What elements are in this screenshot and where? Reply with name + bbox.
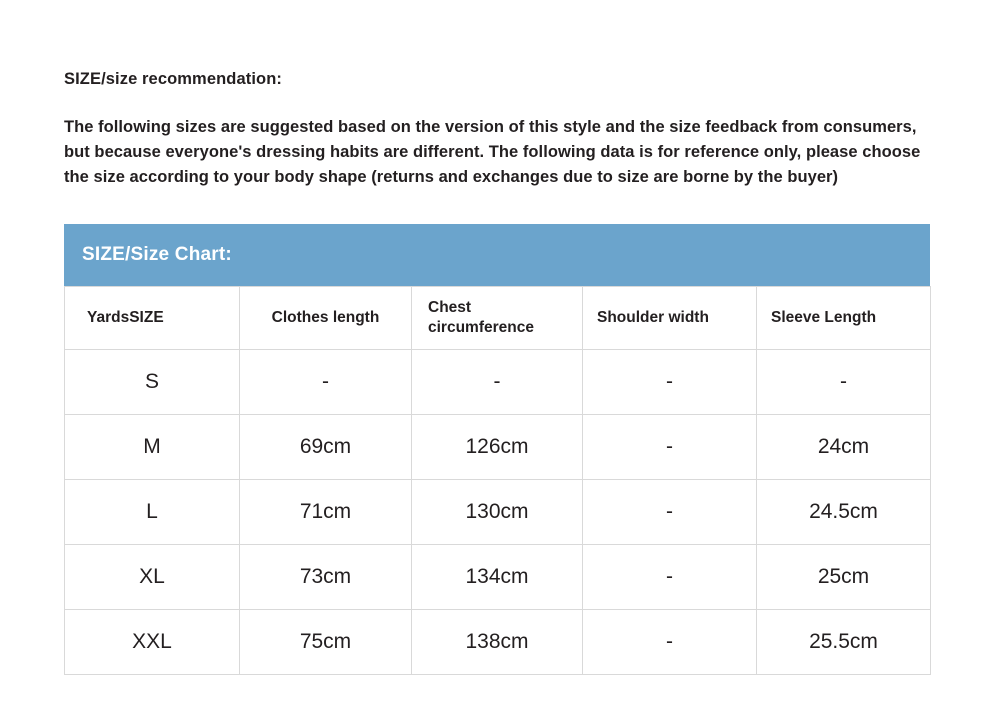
cell-sleeve-length: 25.5cm — [757, 610, 931, 675]
cell-shoulder-width: - — [583, 610, 757, 675]
cell-shoulder-width: - — [583, 480, 757, 545]
cell-sleeve-length: 24.5cm — [757, 480, 931, 545]
column-header-clothes-length: Clothes length — [240, 287, 412, 350]
column-header-sleeve-length: Sleeve Length — [757, 287, 931, 350]
table-body — [65, 350, 931, 675]
cell-clothes-length: - — [240, 350, 412, 415]
cell-size: S — [65, 350, 240, 415]
table-row — [65, 545, 931, 610]
cell-size: L — [65, 480, 240, 545]
cell-clothes-length: 69cm — [240, 415, 412, 480]
cell-size: XL — [65, 545, 240, 610]
cell-sleeve-length: 24cm — [757, 415, 931, 480]
size-chart-container — [64, 224, 930, 675]
size-chart-table — [64, 286, 931, 675]
cell-clothes-length: 73cm — [240, 545, 412, 610]
table-row — [65, 480, 931, 545]
table-header — [65, 287, 931, 350]
intro-paragraph: The following sizes are suggested based on the version of this style and the size feedback from consumers, but because everyone's dressing habits are different. The following data is for reference only, please choose the size according to your body shape (returns and exchanges due to size are borne by the buyer) — [64, 118, 921, 187]
cell-size: XXL — [65, 610, 240, 675]
cell-chest-circumference: 126cm — [412, 415, 583, 480]
size-chart-title: SIZE/Size Chart: — [82, 244, 232, 266]
cell-chest-circumference: - — [412, 350, 583, 415]
column-header-yards-size: YardsSIZE — [65, 287, 240, 350]
cell-clothes-length: 75cm — [240, 610, 412, 675]
cell-chest-circumference: 130cm — [412, 480, 583, 545]
table-row — [65, 350, 931, 415]
cell-shoulder-width: - — [583, 545, 757, 610]
cell-chest-circumference: 138cm — [412, 610, 583, 675]
cell-shoulder-width: - — [583, 415, 757, 480]
table-row — [65, 610, 931, 675]
table-row — [65, 415, 931, 480]
cell-size: M — [65, 415, 240, 480]
column-header-chest-circumference: Chest circumference — [412, 287, 583, 350]
page-title: SIZE/size recommendation: — [64, 70, 282, 88]
column-header-shoulder-width: Shoulder width — [583, 287, 757, 350]
cell-sleeve-length: - — [757, 350, 931, 415]
cell-shoulder-width: - — [583, 350, 757, 415]
size-chart-header-bar — [64, 224, 930, 286]
cell-chest-circumference: 134cm — [412, 545, 583, 610]
cell-clothes-length: 71cm — [240, 480, 412, 545]
cell-sleeve-length: 25cm — [757, 545, 931, 610]
table-header-row — [65, 287, 931, 350]
